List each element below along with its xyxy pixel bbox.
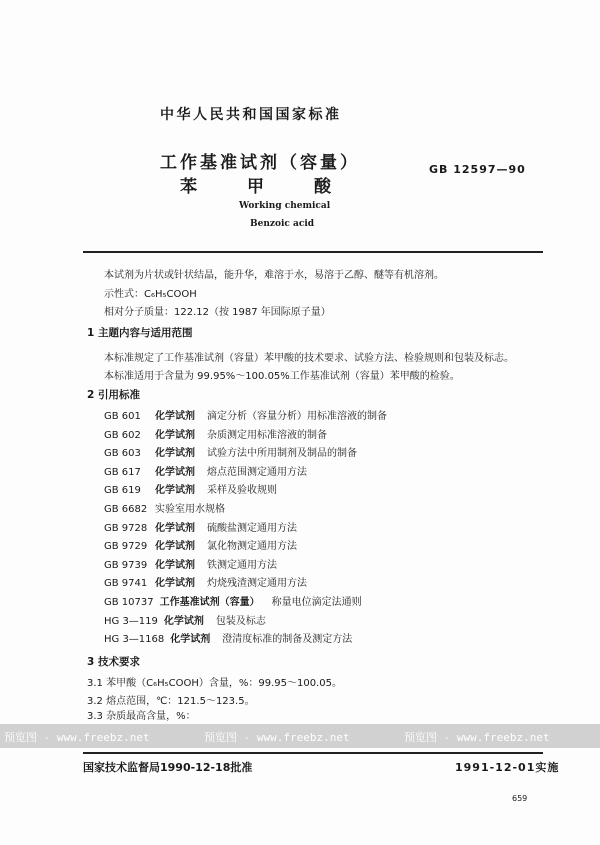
reference-code: GB 9741 (104, 578, 148, 590)
reference-code: HG 3—119 (104, 615, 158, 627)
reference-name: 铁测定通用方法 (207, 559, 277, 571)
watermark-text: 预览图 - www.freebz.net (4, 731, 150, 744)
reference-item (104, 537, 297, 552)
reference-name: 试验方法中所用制剂及制品的制备 (207, 448, 357, 460)
title-char: 甲 (247, 177, 264, 197)
reference-item (104, 463, 307, 478)
reference-item (104, 630, 352, 645)
title-line-1: 工作基准试剂（容量） (160, 153, 360, 173)
reference-item (104, 500, 225, 515)
reference-code: GB 6682 (104, 504, 148, 515)
reference-code: GB 603 (104, 448, 141, 460)
approval-date: 国家技术监督局1990-12-18批准 (83, 761, 253, 774)
page-number: 659 (512, 794, 528, 803)
watermark-band (0, 724, 600, 748)
section-1-line: 本标准适用于含量为 99.95%～100.05%工作基准试剂（容量）苯甲酸的检验。 (104, 371, 460, 382)
reference-item (104, 519, 297, 534)
reference-code: GB 617 (104, 466, 141, 478)
intro-line: 本试剂为片状或针状结晶，能升华，难溶于水，易溶于乙醇、醚等有机溶剂。 (104, 270, 444, 281)
reference-name: 采样及验收规则 (207, 485, 277, 497)
reference-name: 硫酸盐测定通用方法 (207, 522, 297, 534)
reference-name: 称量电位滴定法通则 (271, 597, 362, 608)
reference-cat: 化学试剂 (155, 541, 195, 553)
title-en-2: Benzoic acid (250, 219, 315, 229)
reference-item (104, 481, 277, 496)
section-2-title: 2 引用标准 (87, 389, 140, 401)
title-en-1: Working chemical (239, 201, 331, 211)
intro-line: 相对分子质量：122.12（按 1987 年国际原子量） (104, 307, 331, 318)
section-1-title: 1 主题内容与适用范围 (87, 327, 193, 339)
title-char: 苯 (180, 177, 197, 197)
reference-name: 实验室用水规格 (155, 504, 225, 515)
effective-date: 1991-12-01实施 (455, 761, 560, 774)
reference-name: 熔点范围测定通用方法 (207, 466, 307, 478)
reference-cat: 化学试剂 (170, 634, 211, 646)
section-1-line: 本标准规定了工作基准试剂（容量）苯甲酸的技术要求、试验方法、检验规则和包装及标志。 (104, 353, 514, 364)
reference-cat: 化学试剂 (155, 466, 195, 478)
section-3-item: 3.1 苯甲酸（C₆H₅COOH）含量，%：99.95～100.05。 (87, 678, 342, 689)
reference-code: GB 10737 (104, 597, 154, 608)
reference-item (104, 444, 357, 459)
section-3-title: 3 技术要求 (87, 656, 140, 668)
reference-code: GB 602 (104, 429, 141, 441)
title-line-2 (180, 172, 381, 197)
reference-cat: 化学试剂 (155, 578, 195, 590)
watermark-text: 预览图 - www.freebz.net (404, 731, 550, 744)
reference-code: GB 9729 (104, 541, 148, 553)
bottom-rule (83, 752, 543, 754)
reference-cat: 化学试剂 (155, 559, 195, 571)
reference-cat: 化学试剂 (163, 615, 204, 627)
reference-code: GB 619 (104, 485, 141, 497)
reference-item (104, 556, 277, 571)
reference-name: 杂质测定用标准溶液的制备 (207, 429, 327, 441)
top-rule (83, 251, 543, 253)
watermark-text: 预览图 - www.freebz.net (204, 731, 350, 744)
reference-name: 包装及标志 (215, 615, 266, 627)
reference-name: 澄清度标准的制备及测定方法 (222, 634, 353, 646)
reference-name: 氯化物测定通用方法 (207, 541, 297, 553)
reference-name: 滴定分析（容量分析）用标准溶液的制备 (207, 411, 387, 422)
section-3-item: 3.2 熔点范围，℃：121.5～123.5。 (87, 696, 255, 707)
standard-header: 中华人民共和国国家标准 (160, 107, 342, 123)
reference-name: 灼烧残渣测定通用方法 (207, 578, 307, 590)
reference-item (104, 574, 307, 589)
title-char: 酸 (314, 177, 331, 197)
reference-item (104, 426, 327, 441)
reference-cat: 化学试剂 (155, 429, 195, 441)
reference-cat: 工作基准试剂（容量） (159, 597, 260, 608)
reference-cat: 化学试剂 (155, 448, 195, 460)
reference-cat: 化学试剂 (155, 485, 195, 497)
reference-code: GB 9739 (104, 559, 148, 571)
reference-cat: 化学试剂 (155, 411, 195, 422)
reference-item (104, 612, 266, 627)
reference-code: HG 3—1168 (104, 634, 165, 646)
reference-code: GB 9728 (104, 522, 148, 534)
reference-item (104, 407, 387, 422)
reference-item (104, 593, 362, 608)
standard-number: GB 12597—90 (429, 163, 526, 176)
reference-cat: 化学试剂 (155, 522, 195, 534)
section-3-item: 3.3 杂质最高含量，%： (87, 711, 196, 722)
reference-code: GB 601 (104, 411, 141, 422)
intro-line: 示性式：C₆H₅COOH (104, 289, 197, 300)
